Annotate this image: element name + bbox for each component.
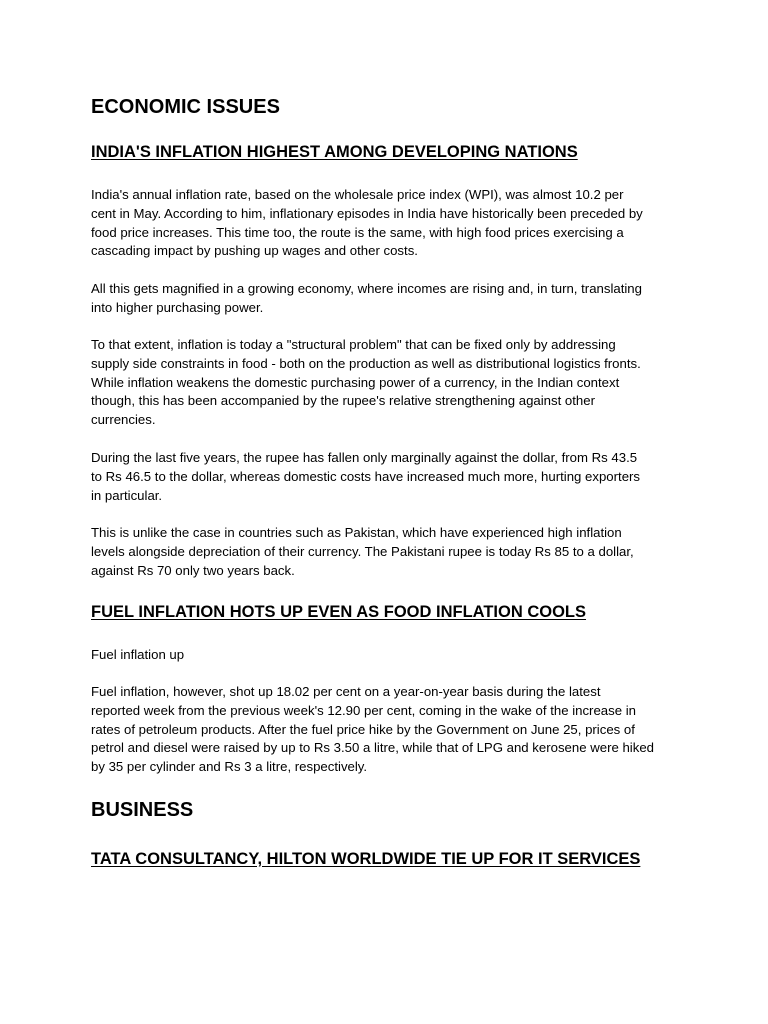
- text-line: food price increases. This time too, the route is the same, with high food prices exercising a: [91, 224, 624, 240]
- text-line: To that extent, inflation is today a "structural problem" that can be fixed only by addressing: [91, 337, 616, 352]
- text-line: to Rs 46.5 to the dollar, whereas domestic costs have increased much more, hurting exporters: [91, 468, 641, 484]
- text-line: into higher purchasing power.: [91, 299, 264, 315]
- headline-tata-hilton: TATA CONSULTANCY, HILTON WORLDWIDE TIE UP FOR IT SERVICES: [91, 850, 641, 868]
- text-line: Fuel inflation up: [91, 647, 185, 662]
- text-line: in particular.: [91, 487, 163, 503]
- text-line: This is unlike the case in countries such as Pakistan, which have experienced high inflation: [91, 525, 622, 540]
- text-line: While inflation weakens the domestic purchasing power of a currency, in the Indian context: [91, 374, 620, 390]
- text-line: All this gets magnified in a growing economy, where incomes are rising and, in turn, translating: [91, 281, 642, 296]
- paragraph: [91, 646, 184, 665]
- text-line: reported week from the previous week's 12.90 per cent, coming in the wake of the increase in: [91, 702, 636, 718]
- paragraph: [91, 336, 641, 430]
- text-line: cascading impact by pushing up wages and other costs.: [91, 243, 418, 259]
- text-line: During the last five years, the rupee has fallen only marginally against the dollar, from Rs 43.5: [91, 450, 638, 465]
- text-line: against Rs 70 only two years back.: [91, 562, 295, 578]
- paragraph: [91, 449, 640, 505]
- paragraph: [91, 280, 642, 318]
- text-line: India's annual inflation rate, based on the wholesale price index (WPI), was almost 10.2 per: [91, 187, 624, 202]
- text-line: petrol and diesel were raised by up to Rs 3.50 a litre, while that of LPG and kerosene were hiked: [91, 740, 654, 756]
- section-title-business: BUSINESS: [91, 799, 194, 821]
- headline-fuel-inflation: FUEL INFLATION HOTS UP EVEN AS FOOD INFLATION COOLS: [91, 603, 587, 621]
- text-line: rates of petroleum products. After the fuel price hike by the Government on June 25, prices of: [91, 721, 635, 737]
- text-line: by 35 per cylinder and Rs 3 a litre, respectively.: [91, 759, 368, 775]
- section-title-economic-issues: ECONOMIC ISSUES: [91, 96, 280, 118]
- text-line: Fuel inflation, however, shot up 18.02 per cent on a year-on-year basis during the latest: [91, 684, 601, 699]
- text-line: supply side constraints in food - both on the production as well as distributional logistics fronts.: [91, 355, 641, 371]
- paragraph: [91, 683, 654, 777]
- text-line: cent in May. According to him, inflationary episodes in India have historically been preceded by: [91, 205, 643, 221]
- text-line: though, this has been accompanied by the rupee's relative strengthening against other: [91, 393, 595, 409]
- headline-india-inflation: INDIA'S INFLATION HIGHEST AMONG DEVELOPING NATIONS: [91, 143, 578, 161]
- paragraph: [91, 186, 643, 261]
- text-line: currencies.: [91, 412, 156, 428]
- text-line: levels alongside depreciation of their currency. The Pakistani rupee is today Rs 85 to a dollar,: [91, 543, 634, 559]
- paragraph: [91, 524, 634, 580]
